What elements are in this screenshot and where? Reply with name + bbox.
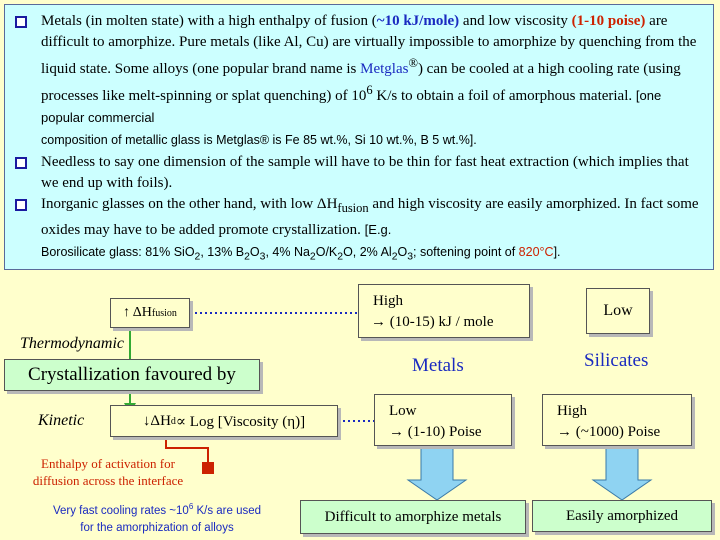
borosilicate-composition: Borosilicate glass: 81% SiO$_2$, 13% $B_2O_3$, 4% $Na_2O/K_2O$, 2% $Al_2O_3$; softening point of 820°C].	[41, 245, 561, 263]
hd-viscosity-box: ↓ΔH d ∝ Log [Viscosity (η)]	[110, 405, 338, 437]
hfusion-box: ↑ ΔH fusion	[110, 298, 190, 328]
silicates-label: Silicates	[584, 350, 649, 371]
superscript: 6	[366, 83, 373, 97]
text-highlight: ~10 kJ/mole)	[376, 13, 460, 29]
easily-amorphized-box: Easily amorphized	[532, 500, 712, 532]
crystallization-box: Crystallization favoured by	[4, 359, 260, 391]
text: ) can be cooled at a high cooling rate (using processes like melt-spinning or splat quenching) of 10	[41, 61, 681, 104]
registered-mark: ®	[408, 56, 418, 70]
text: K/s to obtain a foil of amorphous material.	[372, 88, 636, 104]
text-small: [one popular commercial	[41, 88, 662, 125]
thermodynamic-label: Thermodynamic	[20, 335, 124, 352]
difficult-amorphize-box: Difficult to amorphize metals	[300, 500, 526, 534]
subscript: fusion	[337, 201, 369, 215]
kinetic-label: Kinetic	[38, 412, 85, 429]
text: are difficult to amorphize. Pure metals (like Al, Cu) are virtually impossible to amorphize by quenching from the liquid state. Some alloys (one popular brand name is	[41, 13, 697, 77]
text-small: [E.g.	[364, 222, 392, 237]
text: Inorganic glasses on the other hand, with low ΔH	[41, 196, 338, 212]
metals-down-arrow	[408, 445, 466, 500]
metglas-composition: composition of metallic glass is Metglas® is Fe 85 wt.%, Si 10 wt.%, B 5 wt.%].	[41, 133, 477, 147]
text: Needless to say one dimension of the sample will have to be thin for fast heat extraction (which implies that we end up with foils).	[41, 154, 689, 191]
silicates-enthalpy-box: Low	[586, 288, 650, 334]
metals-viscosity-box: Low → (1-10) Poise	[374, 394, 512, 446]
metals-label: Metals	[412, 355, 464, 376]
cooling-rate-note: Very fast cooling rates $\sim 10^6$ K/s are used for the amorphization of alloys	[52, 502, 262, 534]
text: and low viscosity	[459, 13, 572, 29]
text: and high viscosity are easily amorphized. In fact some oxides may have to be added promote crystallization.	[41, 196, 699, 238]
text-highlight: (1-10 poise)	[571, 13, 646, 29]
enthalpy-activation-note: Enthalpy of activation for diffusion across the interface	[32, 456, 184, 488]
silicates-viscosity-box: High → (~1000) Poise	[542, 394, 692, 446]
text: Metals (in molten state) with a high enthalpy of fusion (	[41, 13, 377, 29]
metglas-name: Metglas	[360, 61, 409, 77]
silicates-down-arrow	[593, 445, 651, 500]
metals-enthalpy-box: High → (10-15) kJ / mole	[358, 284, 530, 338]
